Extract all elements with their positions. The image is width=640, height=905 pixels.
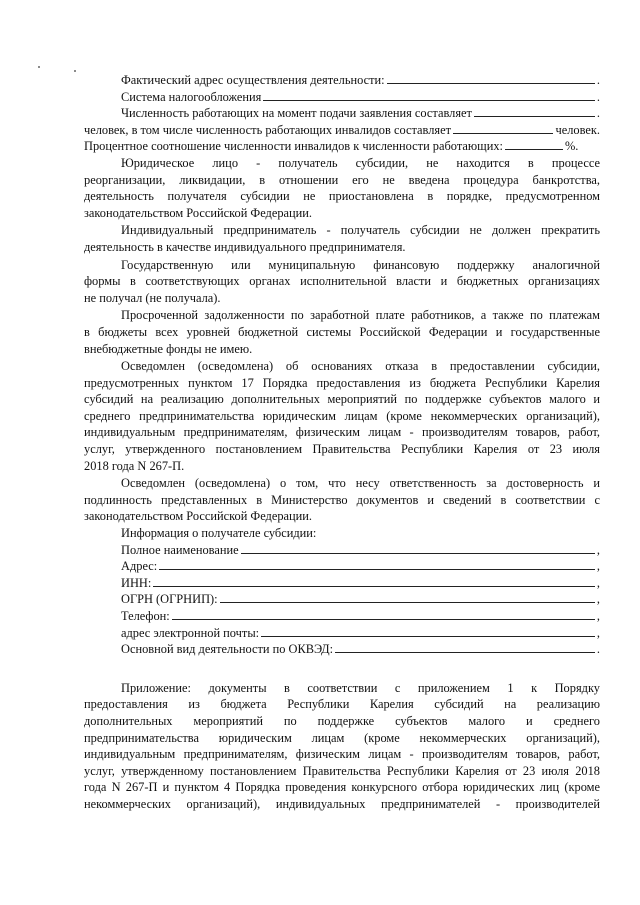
address-label: Адрес: xyxy=(121,559,158,574)
tax-system-row: Система налогообложения . xyxy=(121,89,600,104)
inn-blank[interactable] xyxy=(153,575,595,587)
phone-row: Телефон: , xyxy=(121,609,600,623)
address-blank[interactable] xyxy=(159,558,595,570)
document-content xyxy=(84,72,600,813)
recipient-info xyxy=(84,525,600,658)
recipient-info-heading: Информация о получателе субсидии: xyxy=(121,526,317,541)
okved-blank[interactable] xyxy=(335,641,595,653)
actual-address-row xyxy=(84,72,600,89)
percent-suffix: %. xyxy=(564,139,579,154)
paragraph-arrears: Просроченной задолженности по заработной плате работников, а также по платежам в бюджеты всех уровней бюджетной системы Российской Федерации и государственные внебюджетные фонды не имею. xyxy=(84,308,600,356)
full-name-blank[interactable] xyxy=(241,542,595,554)
address-row: Адрес: , xyxy=(121,559,600,574)
actual-address-label: Фактический адрес осуществления деятельности: xyxy=(121,73,385,87)
full-name-label: Полное наименование xyxy=(121,542,239,557)
full-name-row: Полное наименование , xyxy=(121,542,600,557)
paragraph-responsibility: Осведомлен (осведомлена) о том, что несу ответственность за достоверность и подлинность представленных в Министерство документов и сведений в соответствии с законодательством Российской Федерации. xyxy=(84,476,600,524)
paragraph-legal-entity: Юридическое лицо - получатель субсидии, не находится в процессе реорганизации, ликвидации, в отношении его не введена процедура банкротства, деятельность получателя субсидии не приостановлена в порядке, предусмотренном законодательством Российской Федерации. xyxy=(84,155,600,220)
tax-system-blank[interactable] xyxy=(263,89,595,101)
ogrn-row: ОГРН (ОГРНИП): , xyxy=(121,592,600,607)
disabled-row xyxy=(84,122,600,139)
paragraph-attachment: Приложение: документы в соответствии с приложением 1 к Порядку предоставления из бюджета Республики Карелия субсидий на реализацию дополнительных мероприятий по поддержке субъектов малого и среднего предпринимательства юридическим лицам (кроме некоммерческих организаций), индивидуальным предпринимателям, физическим лицам - производителям товаров, работ, услуг, утвержденному постановлением Правительства Республики Карелия от 23 июля 2018 года N 267-П и пунктом 4 Порядка проведения конкурсного отбора юридических лиц (кроме некоммерческих организаций), индивидуальных предпринимателей - производителей xyxy=(84,680,600,811)
disabled-suffix: человек. xyxy=(555,122,600,137)
tax-system-label: Система налогообложения xyxy=(121,89,262,104)
actual-address-end: . xyxy=(596,73,600,87)
paragraph-refusal-grounds: Осведомлен (осведомлена) об основаниях отказа в предоставлении субсидии, предусмотренных пунктом 17 Порядка предоставления из бюджета Республики Карелия субсидий на реализацию дополнительных мероприятий по поддержке субъектов малого и среднего предпринимательства юридическим лицам (кроме некоммерческих организаций), индивидуальным предпринимателям, физическим лицам - производителям товаров, работ, услуг, утвержденного постановлением Правительства Республики Карелия от 23 июля 2018 года N 267-П. xyxy=(84,359,600,473)
actual-address-blank[interactable] xyxy=(387,72,595,84)
disabled-label: человек, в том числе численность работающих инвалидов составляет xyxy=(84,122,452,137)
scan-speck xyxy=(38,66,40,68)
employees-blank[interactable] xyxy=(474,105,595,117)
email-label: адрес электронной почты: xyxy=(121,625,260,640)
ogrn-label: ОГРН (ОГРНИП): xyxy=(121,592,218,607)
paragraph-state-support: Государственную или муниципальную финансовую поддержку аналогичной формы в соответствующих органах исполнительной власти и бюджетных организациях не получал (не получала). xyxy=(84,257,600,305)
email-blank[interactable] xyxy=(261,625,595,637)
scan-speck xyxy=(74,70,76,72)
ogrn-blank[interactable] xyxy=(220,591,595,603)
percent-blank[interactable] xyxy=(505,138,563,150)
disabled-blank[interactable] xyxy=(453,122,553,134)
okved-label: Основной вид деятельности по ОКВЭД: xyxy=(121,642,334,657)
inn-label: ИНН: xyxy=(121,575,152,590)
phone-label: Телефон: xyxy=(121,609,170,623)
employees-row: Численность работающих на момент подачи заявления составляет . xyxy=(121,106,600,121)
inn-row: ИНН: , xyxy=(121,575,600,590)
percent-label: Процентное соотношение численности инвалидов к численности работающих: xyxy=(84,139,503,154)
phone-blank[interactable] xyxy=(172,608,595,620)
email-row: адрес электронной почты: , xyxy=(121,625,600,640)
paragraph-entrepreneur: Индивидуальный предприниматель - получатель субсидии не должен прекратить деятельность в качестве индивидуального предпринимателя. xyxy=(84,223,600,254)
percent-row xyxy=(84,138,600,155)
okved-row: Основной вид деятельности по ОКВЭД: . xyxy=(121,642,600,657)
employees-label: Численность работающих на момент подачи заявления составляет xyxy=(121,106,472,121)
